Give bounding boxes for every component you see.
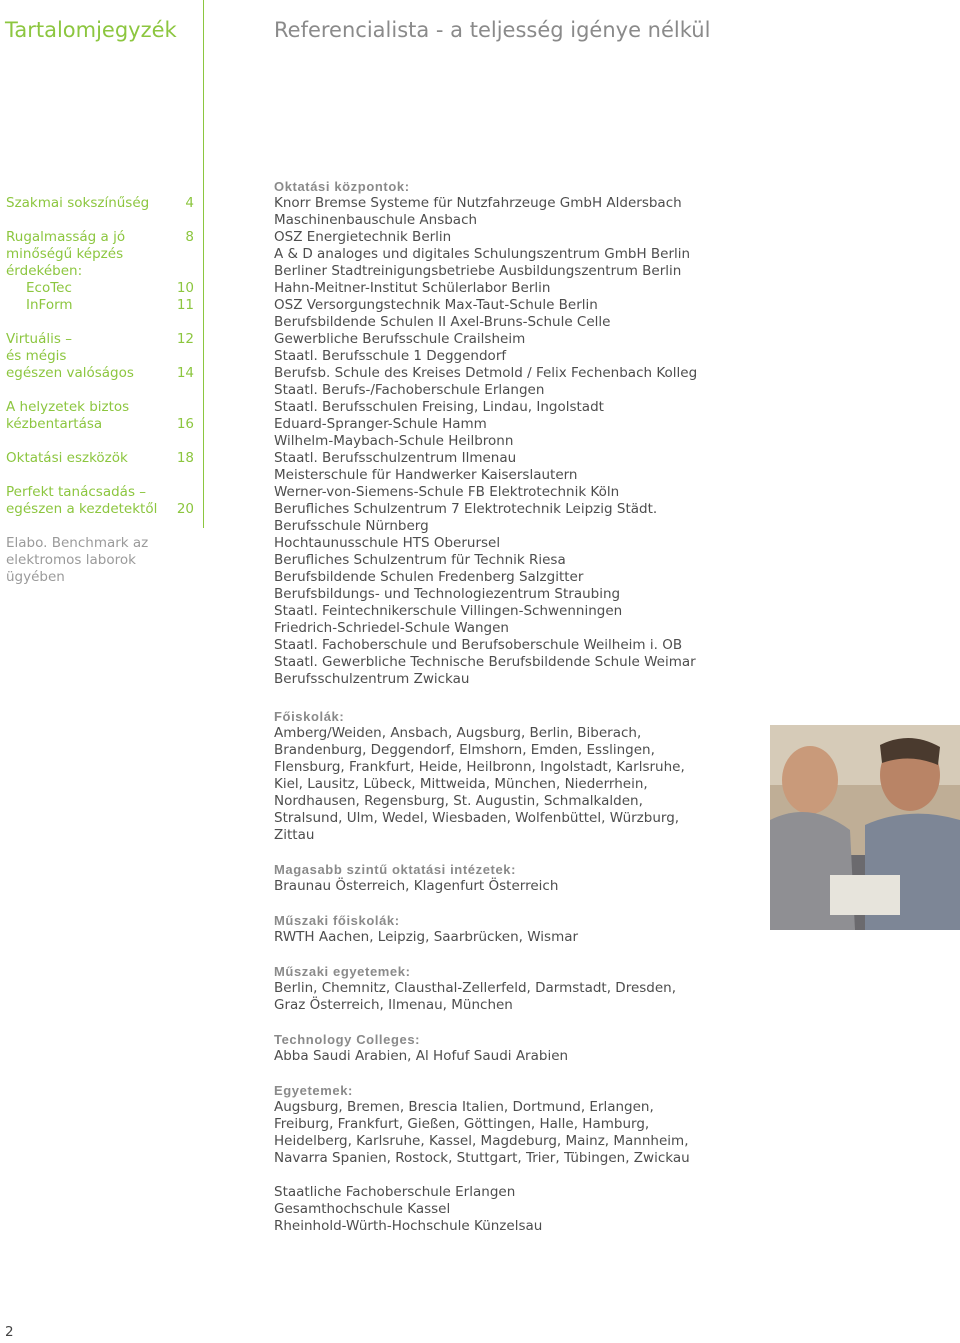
reference-section (274, 861, 694, 895)
toc-title: Tartalomjegyzék (5, 18, 177, 42)
toc-line (6, 484, 194, 501)
reference-line: Berufsschule Nürnberg (274, 518, 429, 534)
toc-line (6, 569, 194, 586)
reference-line: Staatliche Fachoberschule Erlangen (274, 1184, 516, 1200)
toc-label: egészen a kezdetektől (6, 501, 158, 517)
reference-section (274, 178, 698, 688)
reference-line: A & D analoges und digitales Schulungszentrum GmbH Berlin (274, 246, 691, 262)
toc-label: minőségű képzés (6, 246, 124, 262)
toc-label: EcoTec (26, 280, 72, 296)
page-number: 2 (5, 1324, 14, 1340)
reference-line: Graz Österreich, Ilmenau, München (274, 997, 513, 1013)
toc-label: Rugalmasság a jó (6, 229, 126, 245)
toc-page-number: 10 (176, 280, 194, 296)
toc-line (6, 280, 194, 297)
toc-page-number: 20 (176, 501, 194, 517)
toc-line (6, 348, 194, 365)
toc-label: elektromos laborok (6, 552, 136, 568)
toc-entry[interactable] (6, 331, 194, 382)
toc-entry[interactable] (6, 229, 194, 314)
table-of-contents (6, 195, 194, 603)
reference-line: Berufsb. Schule des Kreises Detmold / Felix Fechenbach Kolleg (274, 365, 698, 381)
section-heading: Műszaki egyetemek: (274, 964, 411, 979)
toc-page-number: 16 (176, 416, 194, 432)
toc-line (6, 535, 194, 552)
reference-line: Berufsbildungs- und Technologiezentrum Straubing (274, 586, 621, 602)
reference-line: Friedrich-Schriedel-Schule Wangen (274, 620, 509, 636)
reference-line: RWTH Aachen, Leipzig, Saarbrücken, Wismar (274, 929, 579, 945)
reference-line: Navarra Spanien, Rostock, Stuttgart, Trier, Tübingen, Zwickau (274, 1150, 690, 1166)
reference-line: Staatl. Berufs-/Fachoberschule Erlangen (274, 382, 545, 398)
reference-line: Knorr Bremse Systeme für Nutzfahrzeuge GmbH Aldersbach (274, 195, 682, 211)
section-heading: Műszaki főiskolák: (274, 913, 400, 928)
reference-line: Stralsund, Ulm, Wedel, Wiesbaden, Wolfenbüttel, Würzburg, (274, 810, 680, 826)
reference-list (274, 178, 698, 1252)
toc-label: Elabo. Benchmark az (6, 535, 149, 551)
toc-entry[interactable] (6, 195, 194, 212)
reference-line: Werner-von-Siemens-Schule FB Elektrotechnik Köln (274, 484, 620, 500)
toc-line (6, 365, 194, 382)
reference-section (274, 1031, 694, 1065)
toc-line (6, 399, 194, 416)
reference-line: Berlin, Chemnitz, Clausthal-Zellerfeld, Darmstadt, Dresden, (274, 980, 677, 996)
toc-entry[interactable] (6, 484, 194, 518)
section-heading: Főiskolák: (274, 709, 345, 724)
section-heading: Egyetemek: (274, 1083, 353, 1098)
toc-entry[interactable] (6, 535, 194, 586)
reference-line: Staatl. Berufsschule 1 Deggendorf (274, 348, 507, 364)
toc-line (6, 331, 194, 348)
reference-line: Berliner Stadtreinigungsbetriebe Ausbildungszentrum Berlin (274, 263, 682, 279)
toc-line (6, 501, 194, 518)
toc-line (6, 229, 194, 246)
reference-line: Kiel, Lausitz, Lübeck, Mittweida, München, Niederrhein, (274, 776, 648, 792)
toc-page-number: 8 (185, 229, 194, 245)
reference-line: OSZ Versorgungstechnik Max-Taut-Schule Berlin (274, 297, 598, 313)
toc-line (6, 195, 194, 212)
section-heading: Oktatási központok: (274, 179, 410, 194)
toc-label: kézbentartása (6, 416, 103, 432)
reference-line: Berufliches Schulzentrum für Technik Riesa (274, 552, 566, 568)
reference-line: Brandenburg, Deggendorf, Elmshorn, Emden, Esslingen, (274, 742, 655, 758)
reference-line: Staatl. Feintechnikerschule Villingen-Schwenningen (274, 603, 623, 619)
reference-section (274, 1082, 694, 1167)
toc-label: Oktatási eszközök (6, 450, 128, 466)
reference-line: Abba Saudi Arabien, Al Hofuf Saudi Arabien (274, 1048, 569, 1064)
reference-line: Hochtaunusschule HTS Oberursel (274, 535, 501, 551)
toc-entry[interactable] (6, 450, 194, 467)
toc-label: egészen valóságos (6, 365, 134, 381)
reference-line: Maschinenbauschule Ansbach (274, 212, 478, 228)
reference-line: Zittau (274, 827, 315, 843)
toc-line (6, 297, 194, 314)
toc-page-number: 18 (176, 450, 194, 466)
photo-image (770, 725, 960, 930)
reference-section (274, 912, 694, 946)
toc-label: Perfekt tanácsadás – (6, 484, 147, 500)
reference-line: OSZ Energietechnik Berlin (274, 229, 452, 245)
reference-section (274, 963, 694, 1014)
toc-label: ügyében (6, 569, 65, 585)
reference-line: Wilhelm-Maybach-Schule Heilbronn (274, 433, 514, 449)
reference-line: Staatl. Berufsschulen Freising, Lindau, Ingolstadt (274, 399, 604, 415)
toc-label: Virtuális – (6, 331, 72, 347)
reference-line: Rheinhold-Würth-Hochschule Künzelsau (274, 1218, 543, 1234)
toc-label: InForm (26, 297, 73, 313)
reference-line: Berufsbildende Schulen Fredenberg Salzgitter (274, 569, 584, 585)
reference-line: Staatl. Fachoberschule und Berufsoberschule Weilheim i. OB (274, 637, 683, 653)
reference-line: Heidelberg, Karlsruhe, Kassel, Magdeburg, Mainz, Mannheim, (274, 1133, 689, 1149)
toc-page-number: 11 (176, 297, 194, 313)
toc-page-number: 14 (176, 365, 194, 381)
reference-line: Eduard-Spranger-Schule Hamm (274, 416, 487, 432)
reference-line: Gesamthochschule Kassel (274, 1201, 451, 1217)
page-heading: Referencialista - a teljesség igénye nélkül (274, 18, 711, 42)
reference-line: Nordhausen, Regensburg, St. Augustin, Schmalkalden, (274, 793, 643, 809)
toc-entry[interactable] (6, 399, 194, 433)
reference-line: Berufliches Schulzentrum 7 Elektrotechnik Leipzig Städt. (274, 501, 658, 517)
reference-line: Berufsschulzentrum Zwickau (274, 671, 470, 687)
reference-line: Freiburg, Frankfurt, Gießen, Göttingen, Halle, Hamburg, (274, 1116, 650, 1132)
toc-line (6, 263, 194, 280)
toc-page-number: 12 (176, 331, 194, 347)
reference-line: Flensburg, Frankfurt, Heide, Heilbronn, Ingolstadt, Karlsruhe, (274, 759, 685, 775)
reference-line: Berufsbildende Schulen II Axel-Bruns-Schule Celle (274, 314, 611, 330)
toc-label: és mégis (6, 348, 67, 364)
reference-line: Staatl. Gewerbliche Technische Berufsbildende Schule Weimar (274, 654, 696, 670)
reference-line: Braunau Österreich, Klagenfurt Österreich (274, 878, 559, 894)
toc-line (6, 450, 194, 467)
divider-line (203, 0, 204, 528)
toc-label: A helyzetek biztos (6, 399, 130, 415)
section-heading: Magasabb szintű oktatási intézetek: (274, 862, 517, 877)
reference-section (274, 708, 694, 844)
reference-line: Gewerbliche Berufsschule Crailsheim (274, 331, 526, 347)
reference-section (274, 1184, 694, 1235)
reference-line: Hahn-Meitner-Institut Schülerlabor Berlin (274, 280, 551, 296)
toc-page-number: 4 (185, 195, 194, 211)
toc-label: érdekében: (6, 263, 83, 279)
section-heading: Technology Colleges: (274, 1032, 421, 1047)
toc-line (6, 552, 194, 569)
toc-line (6, 416, 194, 433)
reference-line: Meisterschule für Handwerker Kaiserslautern (274, 467, 578, 483)
reference-line: Staatl. Berufsschulzentrum Ilmenau (274, 450, 517, 466)
toc-line (6, 246, 194, 263)
photo-trainees (770, 725, 960, 930)
toc-label: Szakmai sokszínűség (6, 195, 150, 211)
reference-line: Augsburg, Bremen, Brescia Italien, Dortmund, Erlangen, (274, 1099, 654, 1115)
reference-line: Amberg/Weiden, Ansbach, Augsburg, Berlin, Biberach, (274, 725, 642, 741)
